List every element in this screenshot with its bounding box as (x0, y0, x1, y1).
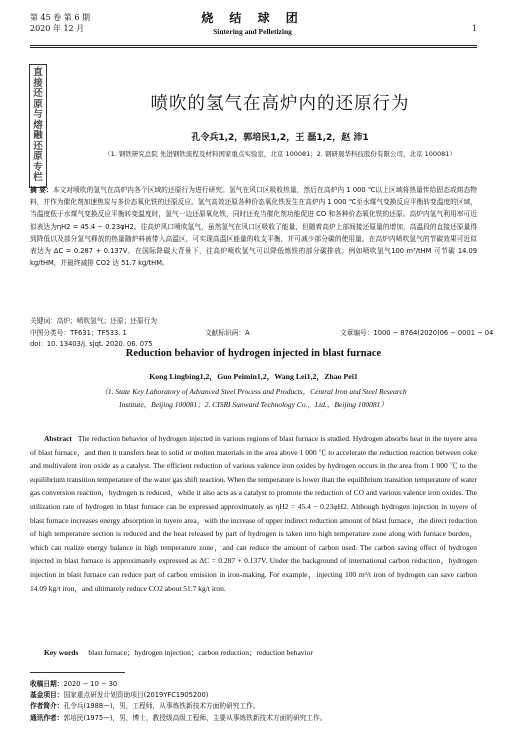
stamp-char: 栏 (33, 172, 43, 183)
received-date: 收稿日期：2020 − 10 − 30 (30, 680, 118, 688)
keywords-text-en: blast furnace；hydrogen injection；carbon reduction；reduction behavior (88, 648, 313, 657)
affiliation-en (60, 386, 447, 411)
page-number: 1 (471, 24, 477, 33)
keywords-en (30, 647, 477, 658)
stamp-char: 熔 (33, 119, 43, 131)
volume-issue: 第 45 卷 第 6 期 (30, 13, 90, 22)
keywords-label-en: Key words (44, 648, 79, 657)
paper-title-cn: 喷吹的氢气在高炉内的还原行为 (150, 94, 410, 114)
abstract-en (30, 432, 477, 595)
abstract-label-cn: 摘 要： (30, 186, 53, 194)
affiliation-en-line2: Institute，Beijing 100081；2. CISRI Sunward Technology Co.，Ltd.，Beijing 100081） (119, 399, 388, 409)
authors-cn: 孔令兵1,2，郭培民1,2，王 磊1,2，赵 沛1 (191, 133, 369, 143)
author-info: 作者简介：孔令兵(1988—)，男，工程师，从事炼铁新技术方面的研究工作。 (30, 702, 260, 711)
paper-title-en: Reduction behavior of hydrogen injected in blast furnace (125, 348, 382, 359)
stamp-char: 与 (33, 109, 43, 120)
footnotes (30, 679, 477, 724)
stamp-char: 还 (33, 88, 43, 99)
corresponding-author: 通讯作者：郭培民(1975—)，男，博士，教授级高级工程师，主要从事炼铁新技术方面的研究工作。 (30, 713, 327, 722)
journal-header (0, 9, 505, 36)
affiliation-cn: （1. 钢铁研究总院 先进钢铁流程及材料国家重点实验室，北京 100081；2. 钢研晟华科技股份有限公司，北京 100081） (104, 150, 456, 158)
stamp-char: 直 (33, 67, 43, 78)
stamp-char: 融 (33, 130, 43, 141)
footnote-rule (30, 672, 125, 673)
authors-en: Kong Lingbing1,2，Guo Peimin1,2，Wang Lei1,2，Zhao Pei1 (149, 372, 358, 381)
keywords-cn: 关键词：高炉；喷吹氢气；还原；还原行为 (30, 317, 158, 325)
article-number: 文章编号：1000 − 8764(2020)06 − 0001 − 04 (340, 329, 494, 337)
abstract-cn (30, 184, 477, 269)
journal-name-cn: 烧 结 球 团 (201, 11, 304, 25)
affiliation-en-line1: （1. State Key Laboratory of Advanced Steel Process and Products，Central Iron and Steel Research (100, 387, 407, 396)
journal-name-en: Sintering and Pelletizing (213, 27, 292, 36)
header-rule (30, 45, 477, 46)
stamp-char: 还 (33, 140, 43, 152)
issue-date: 2020 年 12 月 (30, 24, 85, 33)
stamp-char: 原 (33, 98, 43, 110)
fund-info: 基金项目：国家重点研发计划资助项目(2019YFC1905200) (30, 691, 209, 700)
clc-number: 中图分类号：TF631；TF533. 1 (30, 329, 127, 337)
header-rule-thin (30, 47, 477, 48)
abstract-text-en: The reduction behavior of hydrogen injected in various regions of blast furnace is studied. Hydrogen absorbs heat in the tuyere area of blast furnace，and then it transfers heat to solid or molten materials in the area above 1 000 ℃ to accelerate the reduction reaction between coke and multivalent iron oxide as a catalyst. The efficient reduction of various valence iron oxides by hydrogen occurs in the area from 1 000 ℃ to the equilibrium transition temperature of the water gas shift reaction. When the temperature is lower than the equilibrium transition temperature of water gas conversion reaction，hydrogen is reduced，while it also acts as a catalyst to promote the reduction of CO and various valence iron oxides. The utilization rate of hydrogen in blast furnace can be expressed approximately as ηH2 = 45.4 − 0.23φH2. Although hydrogen injection in tuyere of blast furnace increases energy absorption in tuyere area，with the increase of upper indirect reduction amount of blast furnace，the direct reduction of high temperature section is reduced and the heat released by part of hydrogen is taken into high temperature zone along with furnace burden，which can realize energy balance in high temperature zone，and can reduce the amount of carbon used. The carbon saving effect of hydrogen injected in blast furnace is approximately expressed as ΔC = 0.287 + 0.137V. Under the background of international carbon reduction，hydrogen injection in blast furnace can reduce part of carbon emission in iron-making. For example，injecting 100 m³/t iron of hydrogen can save carbon 14.09 kg/t iron，and ultimately reduce CO2 about 51.7 kg/t iron. (30, 434, 478, 593)
abstract-label-en: Abstract (44, 434, 72, 443)
doi: doi：10. 13403/j. sjqt. 2020. 06. 075 (30, 340, 153, 348)
stamp-char: 原 (33, 151, 43, 162)
stamp-char: 接 (33, 77, 43, 89)
column-stamp (29, 64, 47, 188)
stamp-char: 专 (33, 161, 43, 173)
document-code: 文献标识码：A (205, 329, 250, 337)
abstract-text-cn: 本文对喷吹的氢气在高炉内各个区域的还原行为进行研究。氢气在风口区吸收热量，然后在高炉内 1 000 ℃以上区域将热量传给固态或熔态物料，并作为催化剂加速焦炭与多价态氧化铁的还原反应。氢气高效还原各种价态氧化铁发生在高炉内 1 000 ℃至水煤气变换反应平衡转变温度的区域，当温度低于水煤气变换反应平衡转变温度时，氢气一边还原氧化铁，同时还充当催化剂功能促进 CO 和各种价态氧化铁的还原。高炉内氢气利用率可近似表达为ηH2 = 45.4 − 0.23φH2。往高炉风口喷吹氢气，虽然氢气在风口区吸收了能量，但随着高炉上部间接还原量的增加，高温段的直接还原量得到降低以及部分氢气释放的热量随炉料被带入高温区，可实现高温区能量的收支平衡，并可减少部分碳的使用量。在高炉内喷吹氢气的节碳效果可近似表达为 ΔC = 0.287 + 0.137V。在国际降碳大背景下，往高炉喷吹氢气可以降低炼铁的部分碳排放。例如喷吹氢气100 m³/tHM 可节碳 14.09 kg/tHM，并最终减排 CO2 达 51.7 kg/tHM。 (30, 186, 477, 268)
